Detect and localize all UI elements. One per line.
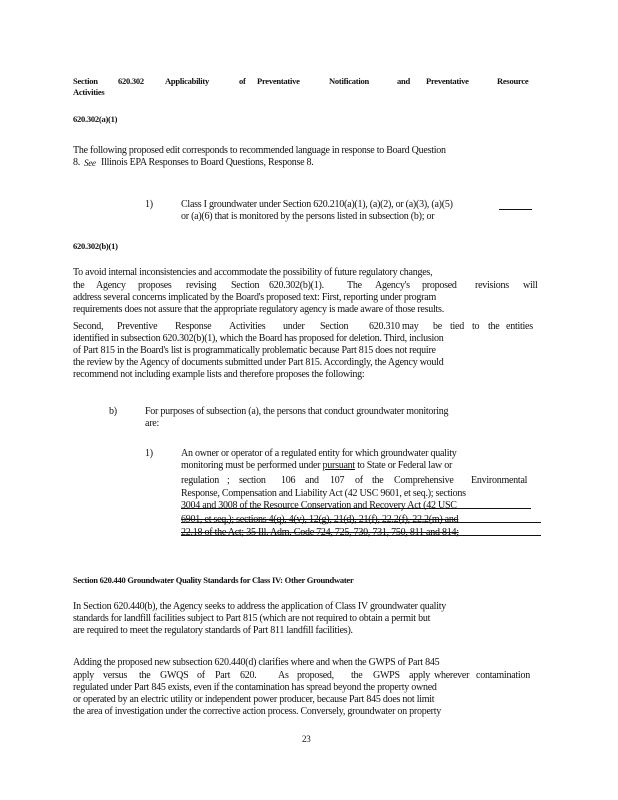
deleted-text: 22.18 of the Act; 35 Ill. Adm. Code 724, 725, 730, 731, 750, 811 and 814;: [181, 527, 459, 538]
paragraph-line: or operated by an electric utility or independent power producer, because Part 845 does not limit: [73, 694, 435, 705]
paragraph-word: Response: [175, 321, 212, 332]
heading-word: Applicability: [165, 76, 209, 86]
deleted-text: 6901, et seq.); sections 4(q), 4(v), 12(g), 21(d), 21(f), 22.2(f), 22.2(m) and: [181, 514, 459, 525]
paragraph-word: be: [433, 321, 442, 332]
heading-word: Notification: [329, 76, 369, 86]
paragraph-word: Section: [231, 280, 260, 291]
paragraph-line: requirements does not assure that the appropriate regulatory agency is made aware of those results.: [73, 304, 444, 315]
paragraph-line: of Part 815 in the Board's list is programmatically problematic because Part 815 does not require: [73, 345, 436, 356]
paragraph-word: Environmental: [471, 475, 528, 486]
paragraph-word: the: [73, 280, 85, 291]
paragraph-line: To avoid internal inconsistencies and accommodate the possibility of future regulatory changes,: [73, 267, 433, 278]
paragraph-word: the: [351, 670, 363, 681]
paragraph-word: will: [523, 280, 538, 291]
blank-underline: [499, 209, 532, 210]
paragraph-word: section: [239, 475, 266, 486]
paragraph-word: 106: [281, 475, 296, 486]
paragraph-word: versus: [103, 670, 128, 681]
paragraph-word: Agency's: [375, 280, 410, 291]
heading-word: and: [397, 76, 410, 86]
paragraph-word: Activities: [229, 321, 266, 332]
paragraph-line: regulated under Part 845 exists, even if the contamination has spread beyond the property owned: [73, 682, 437, 693]
paragraph-word: revisions: [475, 280, 509, 291]
list-number: 1): [145, 199, 153, 210]
paragraph-word: Part: [215, 670, 231, 681]
paragraph-word: GWQS: [160, 670, 189, 681]
paragraph-word: contamination: [476, 670, 530, 681]
paragraph-line: The following proposed edit corresponds to recommended language in response to Board Question: [73, 145, 446, 156]
list-item-line: [181, 460, 452, 472]
paragraph-word: to: [472, 321, 480, 332]
paragraph-word: tied: [450, 321, 464, 332]
paragraph-word: Comprehensive: [394, 475, 454, 486]
page-number: 23: [302, 734, 311, 744]
paragraph-line: 8.: [73, 157, 80, 168]
paragraph-line: standards for landfill facilities subject to Part 815 (which are not required to obtain a permit but: [73, 613, 431, 624]
paragraph-word: of: [197, 670, 205, 681]
paragraph-word: the: [372, 475, 384, 486]
heading-word: Preventative: [426, 76, 469, 86]
list-item-line: For purposes of subsection (a), the persons that conduct groundwater monitoring: [145, 406, 449, 417]
paragraph-word: The: [347, 280, 362, 291]
list-item-line: Class I groundwater under Section 620.210(a)(1), (a)(2), or (a)(3), (a)(5): [181, 199, 453, 210]
paragraph-word: may: [402, 321, 419, 332]
paragraph-word: under: [283, 321, 305, 332]
subsection-heading: 620.302(a)(1): [73, 114, 118, 124]
paragraph-word: Agency: [96, 280, 126, 291]
paragraph-word: 620.310: [369, 321, 400, 332]
text-run: to State or Federal law or: [354, 460, 453, 471]
paragraph-word: 620.: [240, 670, 257, 681]
paragraph-line: the area of investigation under the corrective action process. Conversely, groundwater on property: [73, 706, 442, 717]
paragraph-word: of: [355, 475, 363, 486]
list-item-line: An owner or operator of a regulated entity for which groundwater quality: [181, 448, 457, 459]
heading-section-number: 620.302: [118, 76, 144, 86]
paragraph-word: entities: [506, 321, 533, 332]
paragraph-word: proposes: [138, 280, 172, 291]
paragraph-word: proposed,: [297, 670, 334, 681]
paragraph-word: revising: [186, 280, 217, 291]
paragraph-line: recommend not including example lists and therefore proposes the following:: [73, 369, 365, 380]
list-number: 1): [145, 448, 153, 459]
heading-word: Preventative: [257, 76, 300, 86]
paragraph-word: the: [139, 670, 151, 681]
list-label: b): [109, 406, 117, 417]
text-run: monitoring must be performed under: [181, 460, 323, 471]
paragraph-word: proposed: [422, 280, 457, 291]
inserted-text: pursuant: [322, 460, 355, 471]
heading-word: Resource: [497, 76, 529, 86]
paragraph-line: address several concerns implicated by the Board's proposed text: First, reporting under program: [73, 292, 436, 303]
section-heading: Section 620.440 Groundwater Quality Standards for Class IV: Other Groundwater: [73, 575, 354, 585]
subsection-heading: 620.302(b)(1): [73, 241, 118, 251]
paragraph-line: the review by the Agency of documents submitted under Part 815. Accordingly, the Agency would: [73, 357, 444, 368]
paragraph-line: identified in subsection 620.302(b)(1), which the Board has proposed for deletion. Third, inclusion: [73, 333, 444, 344]
paragraph-word: ;: [227, 475, 230, 486]
paragraph-word: apply: [73, 670, 94, 681]
paragraph-line: Adding the proposed new subsection 620.440(d) clarifies where and when the GWPS of Part 845: [73, 657, 440, 668]
paragraph-line: are required to meet the regulatory standards of Part 811 landfill facilities).: [73, 625, 353, 636]
paragraph-line: In Section 620.440(b), the Agency seeks to address the application of Class IV groundwater quality: [73, 601, 447, 612]
paragraph-line: Illinois EPA Responses to Board Questions, Response 8.: [101, 157, 314, 168]
paragraph-word: 107: [330, 475, 345, 486]
strike-line: [181, 508, 531, 509]
paragraph-word: GWPS: [373, 670, 400, 681]
paragraph-word: 620.302(b)(1).: [269, 280, 324, 291]
paragraph-word: Section: [320, 321, 349, 332]
paragraph-word: wherever: [434, 670, 470, 681]
paragraph-word: Preventive: [117, 321, 158, 332]
list-item-line: or (a)(6) that is monitored by the persons listed in subsection (b); or: [181, 211, 435, 222]
heading-word: of: [239, 76, 246, 86]
heading-word: Section: [73, 76, 98, 86]
paragraph-word: As: [278, 670, 289, 681]
list-item-line: Response, Compensation and Liability Act (42 USC 9601, et seq.); sections: [181, 488, 466, 499]
paragraph-word: and: [305, 475, 319, 486]
paragraph-word: apply: [409, 670, 430, 681]
paragraph-word: Second,: [73, 321, 104, 332]
paragraph-word: the: [488, 321, 500, 332]
list-item-line: are:: [145, 418, 159, 429]
paragraph-word: regulation: [181, 475, 220, 486]
heading-word: Activities: [73, 87, 105, 97]
strike-line: [181, 522, 541, 523]
strike-line: [181, 535, 541, 536]
list-item-line: 3004 and 3008 of the Resource Conservation and Recovery Act (42 USC: [181, 500, 457, 511]
citation-signal: See: [84, 158, 96, 168]
